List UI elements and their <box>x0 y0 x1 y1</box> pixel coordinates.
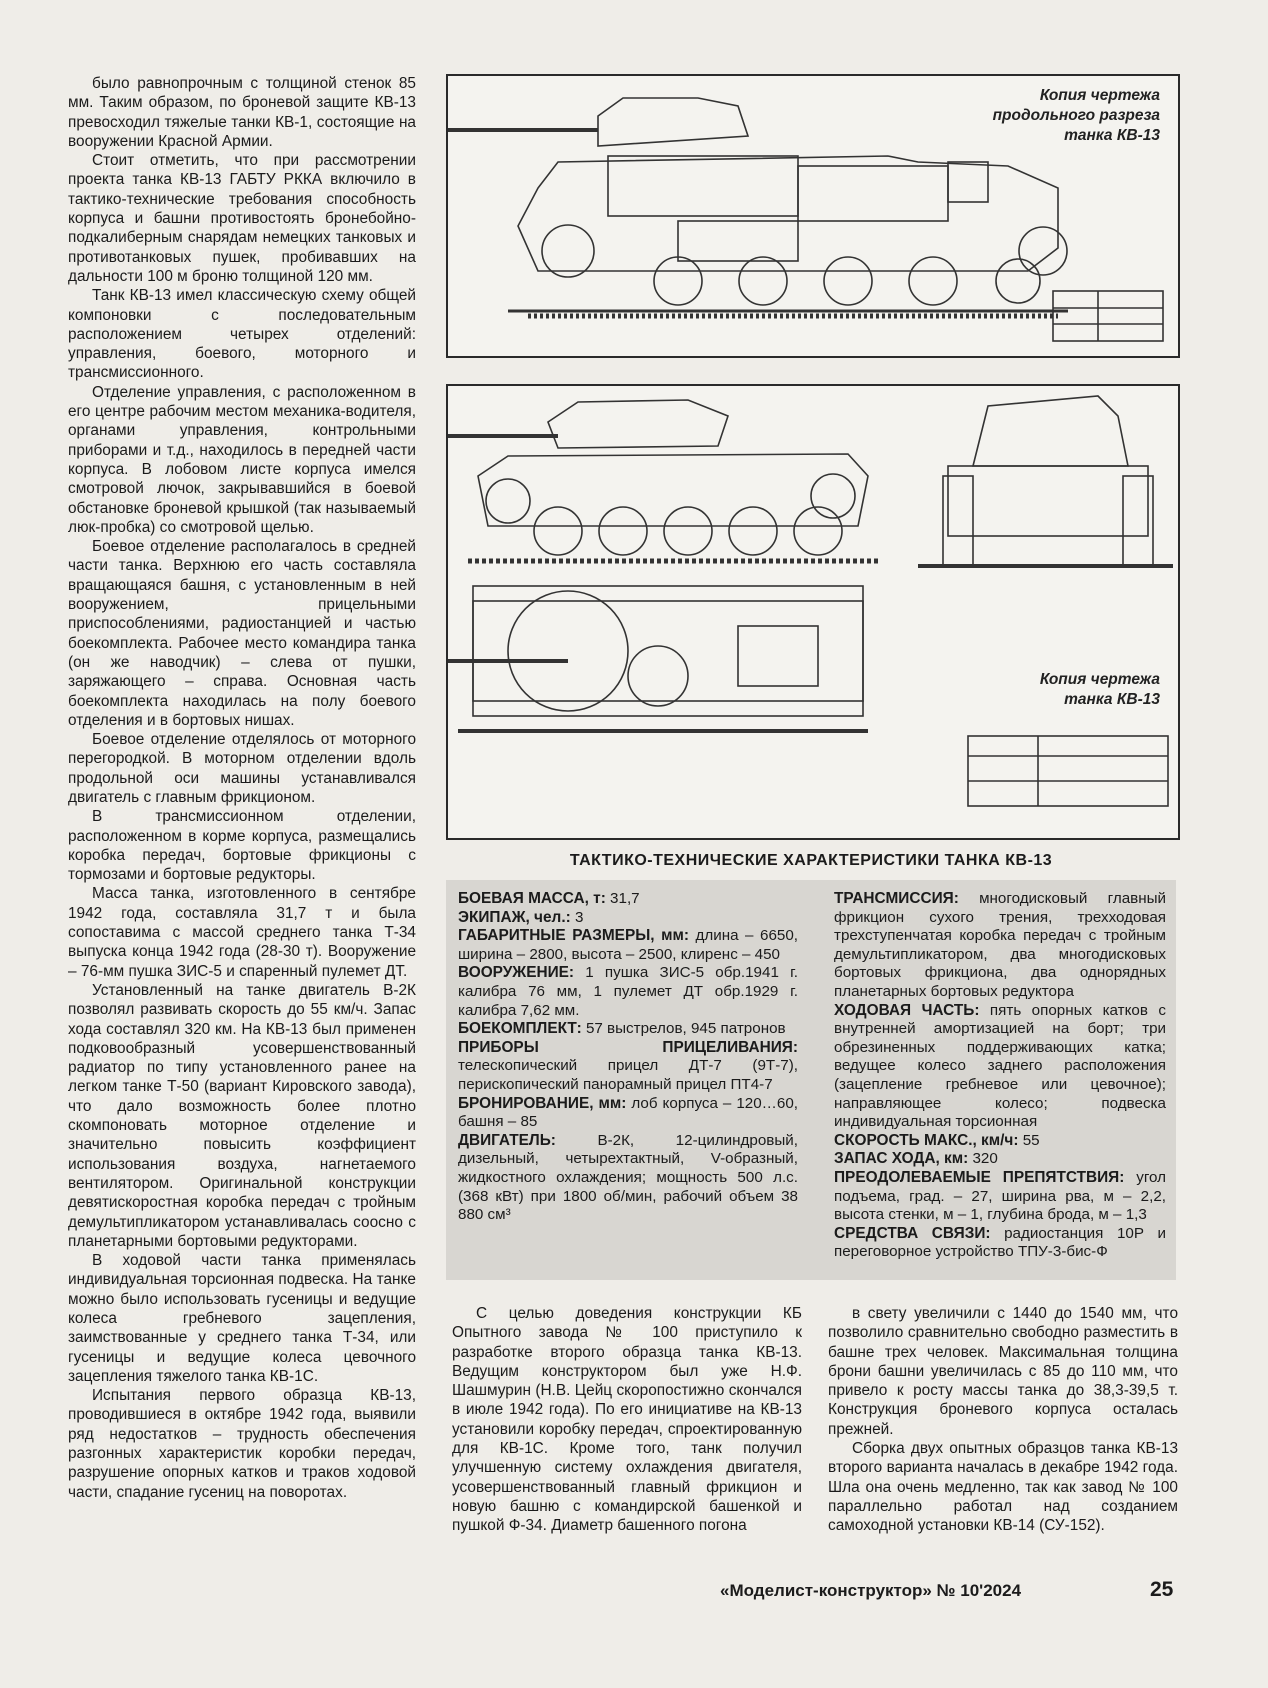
spec-value: В-2К, 12-цилиндровый, дизельный, четырехтактный, V-образный, жидкостного охлаждения; мощность 500 л.с. (368 кВт) при 1800 об/мин, рабочий объем 38 880 см³ <box>458 1131 798 1224</box>
paragraph: Испытания первого образца КВ-13, проводившиеся в октябре 1942 года, выявили ряд недостатков – трудность обеспечения разгонных характеристик коробки передач, разрушение опорных катков и траков ходовой части, спадание гусениц на поворотах. <box>68 1387 416 1501</box>
spec-item <box>834 1169 1166 1225</box>
spec-item <box>458 1039 798 1095</box>
spec-label: ГАБАРИТНЫЕ РАЗМЕРЫ, мм: <box>458 927 690 945</box>
tank-views-drawing <box>446 384 1180 840</box>
spec-value: пять опорных катков с внутренней амортизацией на борт; три обрезиненных поддерживающих катка; ведущее колесо заднего расположения (зацепление гребневое или цевочное); направляющее колесо; подвеска индивидуальная торсионная <box>834 1001 1166 1131</box>
spec-label: БОЕКОМПЛЕКТ: <box>458 1020 582 1038</box>
figure-caption-bottom: Копия чертежа танка КВ-13 <box>1039 671 1160 708</box>
spec-label: СКОРОСТЬ МАКС., км/ч: <box>834 1131 1019 1149</box>
paragraph: Боевое отделение отделялось от моторного перегородкой. В моторном отделении вдоль продольной оси машины устанавливался двигатель с главным фрикционом. <box>68 731 416 806</box>
spec-label: ХОДОВАЯ ЧАСТЬ: <box>834 1001 980 1019</box>
page-number: 25 <box>1150 1578 1174 1601</box>
spec-item <box>834 1225 1166 1262</box>
spec-label: ПРИБОРЫ ПРИЦЕЛИВАНИЯ: <box>458 1038 798 1056</box>
paragraph: Танк КВ-13 имел классическую схему общей компоновки с последовательным расположением четырех отделений: управления, боевого, моторного и трансмиссионного. <box>68 287 416 382</box>
right-text-column <box>828 1304 1178 1536</box>
paragraph: Стоит отметить, что при рассмотрении проекта танка КВ-13 ГАБТУ РККА включило в тактико-технические требования способность корпуса и башни противостоять бронебойно-подкалиберным снарядам немецких танковых и противотанковых пушек, пробивавших на дальности 100 м броню толщиной 120 мм. <box>68 152 416 285</box>
longitudinal-section-drawing <box>446 74 1180 358</box>
spec-column-right <box>834 890 1166 1262</box>
spec-label: ДВИГАТЕЛЬ: <box>458 1131 556 1149</box>
spec-item <box>458 890 798 909</box>
spec-value: телескопический прицел ДТ-7 (9Т-7), перископический панорамный прицел ПТ4-7 <box>458 1057 798 1093</box>
spec-item <box>458 1132 798 1225</box>
spec-value: 320 <box>968 1150 998 1168</box>
spec-value: 55 <box>1018 1131 1040 1149</box>
paragraph: в свету увеличили с 1440 до 1540 мм, что позволило сравнительно свободно разместить в башне трех человек. Максимальная толщина брони башни увеличилась с 85 до 110 мм, что привело к росту массы танка до 38,3-39,5 т. Конструкция броневого корпуса осталась прежней. <box>828 1305 1178 1438</box>
spec-value: лоб корпуса – 120…60, башня – 85 <box>458 1094 798 1131</box>
spec-value: угол подъема, град. – 27, ширина рва, м – 2,2, высота стенки, м – 1, глубина брода, м – 1,3 <box>834 1168 1166 1224</box>
paragraph: Боевое отделение располагалось в средней части танка. Верхнюю его часть составляла вращающаяся башня, с установленным в ней вооружением, прицельными приспособлениями, радиостанцией и частью боекомплекта. Рабочее место командира танка (он же наводчик) – слева от пушки, заряжающего – справа. Основная часть боекомплекта находилась на полу боевого отделения и в бортовых нишах. <box>68 538 416 729</box>
spec-label: ТРАНСМИССИЯ: <box>834 890 959 907</box>
tank-side-front-top-views <box>448 386 1178 838</box>
spec-value: радиостанция 10Р и переговорное устройство ТПУ-3-бис-Ф <box>834 1224 1166 1261</box>
spec-item <box>458 964 798 1020</box>
spec-value: 3 <box>570 908 584 926</box>
spec-table <box>446 880 1176 1280</box>
spec-label: БОЕВАЯ МАССА, т: <box>458 890 606 907</box>
spec-column-left <box>458 890 798 1225</box>
spec-item <box>458 1020 798 1039</box>
paragraph: В ходовой части танка применялась индивидуальная торсионная подвеска. На танке можно было использовать гусеницы и ведущие колеса гребневого зацепления, заимствованные у среднего танка Т-34, или гусеницы и ведущие колеса цевочного зацепления тяжелого танка КВ-1С. <box>68 1252 416 1385</box>
paragraph: С целью доведения конструкции КБ Опытного завода № 100 приступило к разработке второго образца танка КВ-13. Ведущим конструктором был уже Н.Ф. Шашмурин (Н.В. Цейц скоропостижно скончался в июле 1942 года). По его инициативе на КВ-13 установили коробку передач, спроектированную для КВ-1С. Кроме того, танк получил улучшенную систему охлаждения двигателя, усовершенствованный главный фрикцион и новую башню с командирской башенкой и пушкой Ф-34. Диаметр башенного погона <box>452 1305 802 1535</box>
spec-item <box>458 927 798 964</box>
spec-label: БРОНИРОВАНИЕ, мм: <box>458 1094 627 1112</box>
paragraph: было равнопрочным с толщиной стенок 85 мм. Таким образом, по броневой защите КВ-13 превосходил тяжелые танки КВ-1, состоящие на вооружении Красной Армии. <box>68 75 416 150</box>
paragraph: Установленный на танке двигатель В-2К позволял развивать скорость до 55 км/ч. Запас хода составлял 320 км. На КВ-13 был применен подковообразный усовершенствованный радиатор по типу установленного ранее на легком танке Т-50 (вариант Кировского завода), что дало возможность более плотно скомпоновать моторное отделение и значительно повысить коэффициент использования воздуха, нагнетаемого вентилятором. Оригинальной конструкции девятискоростная коробка передач с тройным демультипликатором устанавливалась соосно с планетарными бортовыми редукторами. <box>68 981 416 1250</box>
spec-label: ВООРУЖЕНИЕ: <box>458 964 575 982</box>
spec-value: 57 выстрелов, 945 патронов <box>581 1020 786 1038</box>
spec-label: ЗАПАС ХОДА, км: <box>834 1150 969 1168</box>
magazine-footer: «Моделист-конструктор» № 10'2024 <box>720 1581 1022 1600</box>
middle-text-column <box>452 1304 802 1536</box>
paragraph: В трансмиссионном отделении, расположенном в корме корпуса, размещались коробка передач, бортовые фрикционы с тормозами и бортовые редукторы. <box>68 808 416 884</box>
spec-value: 31,7 <box>605 890 640 907</box>
figure-caption-top: Копия чертежа продольного разреза танка КВ-13 <box>992 87 1160 144</box>
spec-label: ПРЕОДОЛЕВАЕМЫЕ ПРЕПЯТСТВИЯ: <box>834 1168 1125 1186</box>
spec-item <box>458 1095 798 1132</box>
paragraph: Сборка двух опытных образцов танка КВ-13 второго варианта началась в декабре 1942 года. Шла она очень медленно, так как завод № 100 параллельно работал над созданием самоходной установки КВ-14 (СУ-152). <box>828 1440 1178 1535</box>
spec-item <box>834 1150 1166 1169</box>
left-text-column <box>68 74 416 1502</box>
paragraph: Масса танка, изготовленного в сентябре 1942 года, составляла 31,7 т и была сопоставима с массой среднего танка Т-34 выпуска конца 1942 года (28-30 т). Вооружение – 76-мм пушка ЗИС-5 и спаренный пулемет ДТ. <box>68 885 416 980</box>
spec-table-title: ТАКТИКО-ТЕХНИЧЕСКИЕ ХАРАКТЕРИСТИКИ ТАНКА КВ-13 <box>569 852 1053 869</box>
spec-item <box>834 1002 1166 1132</box>
spec-label: СРЕДСТВА СВЯЗИ: <box>834 1224 991 1242</box>
spec-value: 1 пушка ЗИС-5 обр.1941 г. калибра 76 мм, 1 пулемет ДТ обр.1929 г. калибра 7,62 мм. <box>458 964 798 1019</box>
spec-item <box>834 1132 1166 1151</box>
spec-value: длина – 6650, ширина – 2800, высота – 2500, клиренс – 450 <box>458 927 799 963</box>
spec-item <box>458 909 798 928</box>
spec-label: ЭКИПАЖ, чел.: <box>458 908 571 926</box>
spec-item <box>834 890 1166 1002</box>
paragraph: Отделение управления, с расположенном в его центре рабочим местом механика-водителя, органами управления, контрольными приборами и т.д., находилось в передней части корпуса. В лобовом листе корпуса имелся смотровой лючок, закрывавшийся в боевой обстановке броневой крышкой (так называемый люк-пробка) со смотровой щелью. <box>68 383 416 536</box>
spec-value: многодисковый главный фрикцион сухого трения, трехходовая трехступенчатая коробка передач с тройным демультипликатором, два многодисковых бортовых фрикциона, два однорядных планетарных бортовых редуктора <box>834 890 1166 1000</box>
